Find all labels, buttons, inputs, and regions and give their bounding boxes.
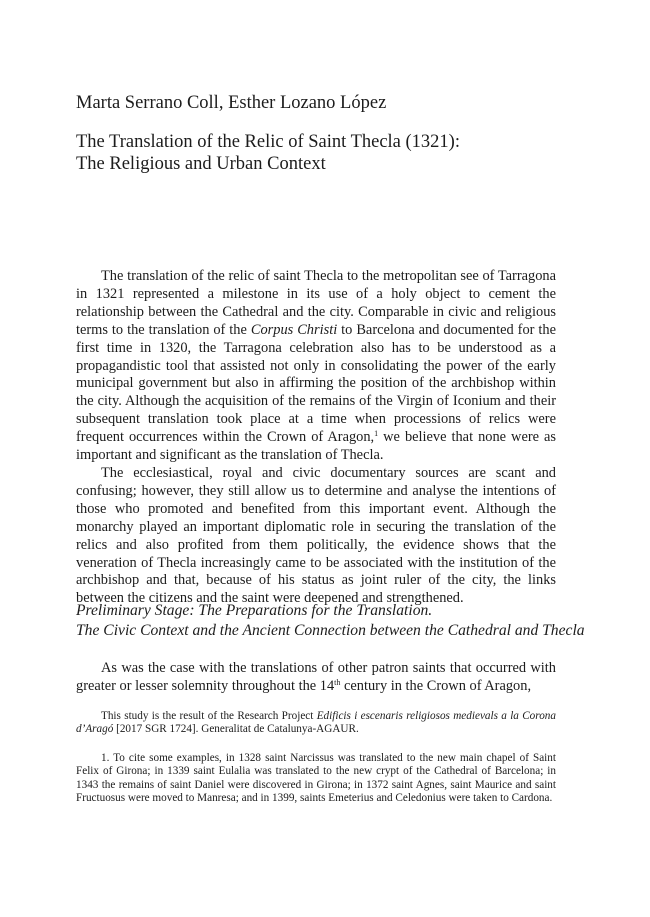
section-heading <box>76 601 585 641</box>
section-body <box>76 660 556 696</box>
ordinal-suffix: th <box>334 677 341 687</box>
authors: Marta Serrano Coll, Esther Lozano López <box>76 93 387 113</box>
footnote-1: 1. To cite some examples, in 1328 saint Narcissus was translated to the new main chapel of Saint Felix of Girona; in 1339 saint Eulalia was translated to the new crypt of the Cathedral of Barcelona; in 1343 the remains of saint Daniel were discovered in Girona; in 1372 saint Agnes, saint Maurice and saint Fructuosus were moved to Manresa; and in 1399, saints Emeterius and Celedonius were taken to Cardona. <box>76 752 556 805</box>
text-run: [2017 SGR 1724]. Generalitat de Catalunya-AGAUR. <box>113 723 359 736</box>
footnote-reference: 1 <box>374 429 379 439</box>
acknowledgement-note <box>76 710 556 737</box>
acknowledgement-text <box>76 710 556 737</box>
text-run: to Barcelona and documented for the first time in 1320, the Tarragona celebration also has to be understood as a propagandistic tool that assisted not only in consolidating the power of the early municipal government but also in affirming the position of the archbishop within the city. Although the acquisition of the remains of the Virgin of Iconium and their subsequent translation took place at a time when processions of relics were frequent occurrences within the Crown of Aragon, <box>76 321 556 446</box>
italic-project-title: Edificis i escenaris religiosos medievals a la Corona d’Aragó <box>76 710 556 736</box>
abstract <box>76 268 556 608</box>
section-heading-line-1: Preliminary Stage: The Preparations for the Translation. <box>76 602 433 619</box>
text-run: As was the case with the translations of other patron saints that occurred with greater or lesser solemnity throughout the 14 <box>76 660 556 694</box>
text-run: century in the Crown of Aragon, <box>340 677 532 694</box>
abstract-paragraph-1 <box>76 268 556 465</box>
title-line-2: The Religious and Urban Context <box>76 154 326 174</box>
footnote <box>76 752 556 806</box>
article-title <box>76 131 460 175</box>
text-run: The translation of the relic of saint Thecla to the metropolitan see of Tarragona in 1321 represented a milestone in its use of a holy object to cement the relationship between the Cathedral and the city. Comparable in civic and religious terms to the translation of the <box>76 268 556 338</box>
section-heading-line-2: The Civic Context and the Ancient Connection between the Cathedral and Thecla <box>76 622 585 639</box>
text-run: This study is the result of the Research Project <box>101 710 317 722</box>
title-line-1: The Translation of the Relic of Saint Thecla (1321): <box>76 132 460 152</box>
italic-term: Corpus Christi <box>250 321 338 338</box>
abstract-paragraph-2: The ecclesiastical, royal and civic documentary sources are scant and confusing; however, they still allow us to determine and analyse the intentions of those who promoted and benefited from this important event. Although the monarchy played an important diplomatic role in securing the translation of the relics and also profited from them politically, the evidence shows that the veneration of Thecla increasingly came to be associated with the institution of the archbishop and that, because of his status as joint ruler of the city, the links between the citizens and the saint were deepened and strengthened. <box>76 464 556 607</box>
text-run: we believe that none were as important and significant as the translation of Thecla. <box>76 429 556 464</box>
section-paragraph-1 <box>76 660 556 696</box>
